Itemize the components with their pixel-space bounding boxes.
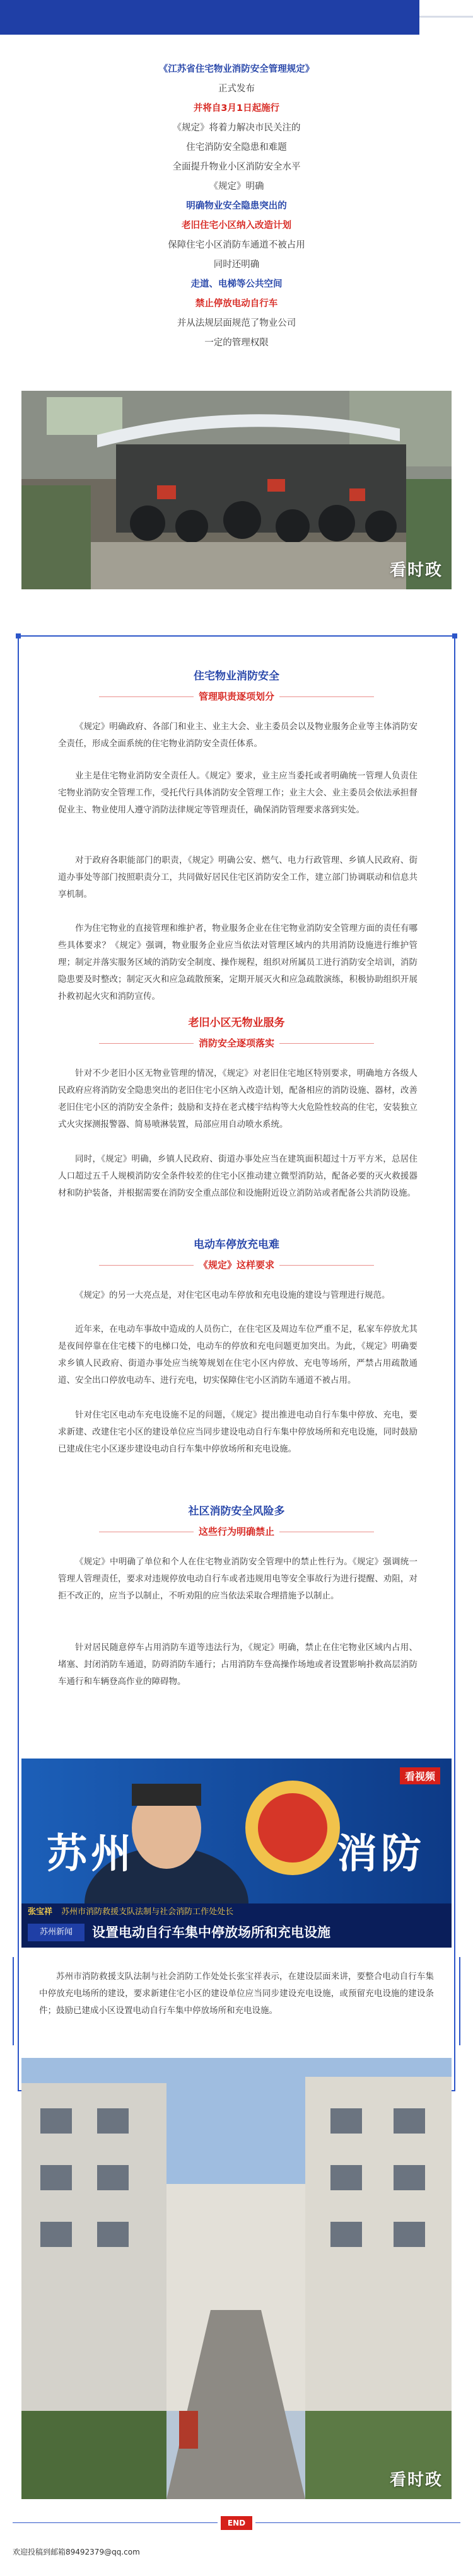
intro-line: 正式发布 [218, 84, 255, 94]
intro-line: 走道、电梯等公共空间 [190, 279, 283, 289]
intro-line: 同时还明确 [213, 260, 260, 270]
section-1-para-4: 作为住宅物业的直接管理和维护者，物业服务企业在住宅物业消防安全管理方面的责任有哪些具体要求？《规定》强调，物业服务企业应当依法对管理区域内的共用消防设施进行维护管理；制定并落实服务区域的消防安全制度、操作规程，组织对所属员工进行消防安全培训，消防隐患要及时整改；制定灭火和应急疏散预案，定期开展灭火和应急疏散演练，积极协助组织开展扑救初起火灾和消防宣传。 [58, 923, 418, 1002]
intro-line: 《江苏省住宅物业消防安全管理规定》 [158, 64, 315, 74]
section-4-subtitle [0, 1525, 473, 1538]
section-1-para-1: 《规定》明确政府、各部门和业主、业主大会、业主委员会以及物业服务企业等主体消防安全责任，形成全面系统的住宅物业消防安全责任体系。 [58, 722, 418, 749]
video-frame[interactable] [21, 1759, 452, 1948]
video-lower-third [28, 1905, 233, 1919]
speaker-name: 张宝祥 [28, 1907, 53, 1917]
quote-box [13, 1957, 460, 2045]
intro-line: 明确物业安全隐患突出的 [186, 201, 287, 211]
section-2-para-1: 针对不少老旧小区无物业管理的情况，《规定》对老旧住宅地区特别要求，明确地方各级人民政府应将消防安全隐患突出的老旧住宅小区纳入改造计划，配备相应的消防设施、器材，改善老旧住宅小区的消防安全条件；鼓励和支持在老式楼宇结构等大火危险性较高的住宅，安装独立式火灾探测报警器、简易喷淋装置，局部应用自动喷水系统。 [58, 1068, 418, 1129]
top-blue-band [0, 0, 419, 35]
video-channel-badge: 看视频 [400, 1767, 440, 1784]
watermark-logo-2: 看时政 [389, 2471, 443, 2490]
intro-block [0, 60, 473, 353]
section-1-para-2: 业主是住宅物业消防安全责任人。《规定》要求，业主应当委托或者明确统一管理人负责住宅物业消防安全管理工作，受托代行具体消防安全管理工作；业主大会、业主委员会依法承担督促业主、物业使用人遵守消防法律规定等管理责任，确保消防管理要求落到实处。 [58, 771, 418, 815]
end-line-left [13, 2522, 218, 2523]
section-3-para-1: 《规定》的另一大亮点是，对住宅区电动车停放和充电设施的建设与管理进行规范。 [75, 1290, 390, 1300]
residential-alley-photo [21, 2058, 452, 2499]
intro-line: 《规定》将着力解决市民关注的 [172, 123, 301, 133]
section-4-title: 社区消防安全风险多 [188, 1505, 285, 1518]
section-2-subtitle-text: 消防安全逐项落实 [198, 1037, 274, 1049]
end-badge: END [221, 2516, 252, 2530]
intro-line: 并从法规层面规范了物业公司 [177, 318, 296, 328]
section-4-para-2: 针对居民随意停车占用消防车道等违法行为，《规定》明确，禁止在住宅物业区域内占用、堵塞、封闭消防车通道，防碍消防车通行；占用消防车登高操作场地或者设置影响扑救高层消防车通行和车辆登高作业的障碍物。 [58, 1643, 418, 1687]
section-2-title: 老旧小区无物业服务 [188, 1017, 285, 1029]
section-1-para-3: 对于政府各职能部门的职责，《规定》明确公安、燃气、电力行政管理、乡镇人民政府、街道办事处等部门按照职责分工，共同做好居民住宅区消防安全工作，建立部门协调联动和信息共享机制。 [58, 855, 418, 899]
section-2-para-2: 同时，《规定》明确，乡镇人民政府、街道办事处应当在建筑面积超过十万平方米，总居住人口超过五千人规模消防安全条件较差的住宅小区推动建立微型消防站，配备必要的灭火救援器材和防护装备，并根据需要在消防安全重点部位和设施附近设立消防站或者配备公共消防设施。 [58, 1154, 418, 1198]
video-headline: 设置电动自行车集中停放场所和充电设施 [92, 1925, 330, 1940]
submission-footer: 欢迎投稿到邮箱89492379@qq.com [13, 2548, 140, 2556]
intro-line: 保障住宅小区消防车通道不被占用 [168, 240, 305, 250]
frame-corner [452, 633, 457, 638]
quote-text: 苏州市消防救援支队法制与社会消防工作处处长张宝祥表示，在建设层面来讲，要整合电动自行车集中停放充电场所的建设，要求新建住宅小区的建设单位应当同步建设充电设施，或预留充电设施的建设条件；鼓励已建成小区设置电动自行车集中停放场所和充电设施。 [39, 1972, 434, 2016]
intro-line: 一定的管理权限 [204, 338, 269, 348]
top-banner [0, 0, 473, 35]
station-badge: 苏州新闻 [28, 1924, 85, 1941]
video-big-right: 消防 [337, 1831, 425, 1878]
end-line-right [255, 2522, 460, 2523]
section-3-title: 电动车停放充电难 [194, 1239, 279, 1251]
section-4-para-1: 《规定》中明确了单位和个人在住宅物业消防安全管理中的禁止性行为。《规定》强调统一管理人管理责任，要求对违规停放电动自行车或者违规用电等安全事故行为进行提醒、劝阻，对拒不改正的，应当予以制止，不听劝阻的应当依法采取合理措施予以制止。 [58, 1557, 418, 1601]
bike-shed-photo [21, 391, 452, 589]
section-3-para-3: 针对住宅区电动车充电设施不足的问题，《规定》提出推进电动自行车集中停放、充电，要求新建、改建住宅小区的建设单位应当同步建设电动自行车集中停放场所和充电设施，同时鼓励已建成住宅小区逐步建设电动自行车集中停放场所和充电设施。 [58, 1410, 418, 1454]
section-1-subtitle [0, 690, 473, 703]
section-3-subtitle-text: 《规定》这样要求 [198, 1259, 274, 1271]
section-1-title: 住宅物业消防安全 [194, 670, 279, 683]
section-1-subtitle-text: 管理职责逐项划分 [198, 691, 274, 702]
speaker-title: 苏州市消防救援支队法制与社会消防工作处处长 [61, 1907, 234, 1917]
section-3-subtitle [0, 1258, 473, 1271]
intro-line: 住宅消防安全隐患和难题 [186, 142, 287, 153]
intro-line: 《规定》明确 [209, 182, 264, 192]
end-divider [0, 2514, 473, 2533]
section-2-subtitle [0, 1036, 473, 1049]
intro-line: 并将自3月1日起施行 [193, 103, 280, 113]
intro-line: 禁止停放电动自行车 [195, 299, 278, 309]
intro-line: 老旧住宅小区纳入改造计划 [182, 221, 291, 231]
section-3-para-2: 近年来，在电动车事故中造成的人员伤亡，在住宅区及周边车位严重不足，私家车停放尤其是夜间停靠在住宅楼下的电梯口处，电动车的停放和充电问题更加突出。为此，《规定》明确要求乡镇人民政府、街道办事处应当统筹规划在住宅小区内停放、充电等场所，严禁占用疏散通道、安全出口停放电动车、进行充电，切实保障住宅小区消防车通道不被占用。 [58, 1324, 418, 1385]
watermark-logo: 看时政 [389, 561, 443, 580]
section-4-subtitle-text: 这些行为明确禁止 [198, 1526, 274, 1537]
video-big-left: 苏州 [47, 1831, 135, 1878]
frame-corner [16, 633, 21, 638]
intro-line: 全面提升物业小区消防安全水平 [172, 162, 301, 172]
